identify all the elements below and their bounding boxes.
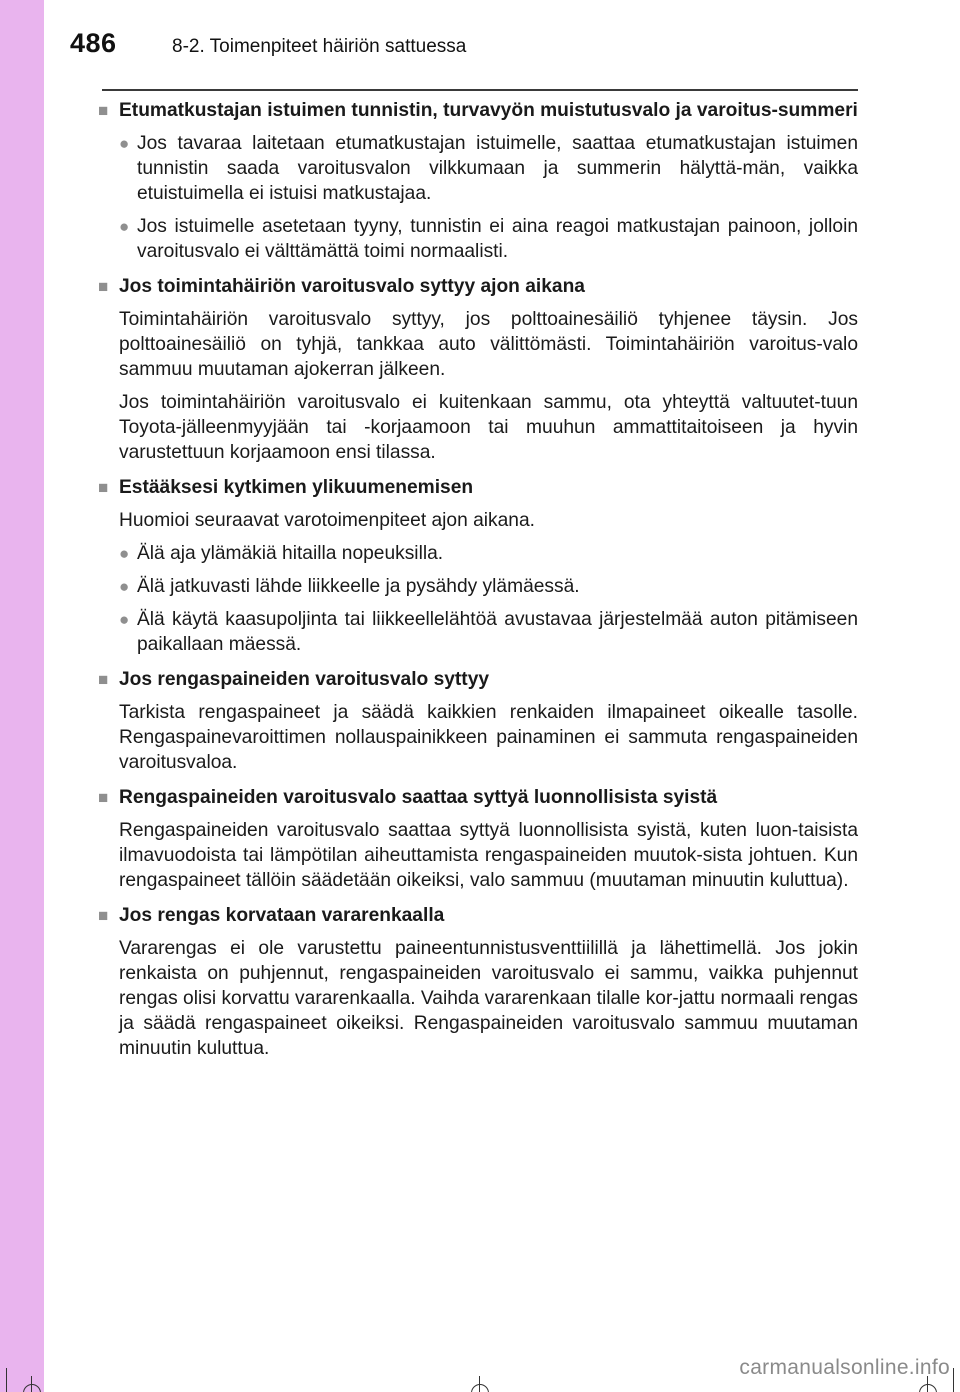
body-paragraph: Toimintahäiriön varoitusvalo syttyy, jos polttoainesäiliö tyhjenee täysin. Jos polttoainesäiliö on tyhjä, tankkaa auto välittömästi. Toimintahäiriön varoitus-valo sammuu muutaman ajokerran jälkeen. xyxy=(119,309,858,380)
section-heading-text: Etumatkustajan istuimen tunnistin, turvavyön muistutusvalo ja varoitus-summeri xyxy=(119,100,858,121)
body-paragraph: Vararengas ei ole varustettu paineentunnistusventtiilillä ja lähettimellä. Jos jokin renkaista on puhjennut, rengaspaineiden varoitusvalo ei sammu, vaikka puhjennut rengas olisi korvattu vararenkaalla. Vaihda vararenkaan tilalle kor-jattu normaali rengas ja säädä rengaspaineet oikeiksi. Rengaspaineiden varoitusvalo sammuu muutaman minuutin kuluttua. xyxy=(119,938,858,1059)
section-heading-text: Rengaspaineiden varoitusvalo saattaa syttyä luonnollisista syistä xyxy=(119,787,718,808)
page-content xyxy=(98,98,858,1071)
list-item xyxy=(119,574,858,599)
header-divider xyxy=(102,89,858,91)
page-header xyxy=(70,28,870,68)
side-color-band xyxy=(0,0,44,1392)
crosshair-registration-icon xyxy=(15,1376,49,1392)
list-item-text: Jos tavaraa laitetaan etumatkustajan istuimelle, saattaa etumatkustajan istuimen tunnistin saada varoitusvalon vilkkumaan ja summerin hälyttä-män, vaikka etuistuimella ei istuisi matkustajaa. xyxy=(137,133,858,204)
content-section xyxy=(98,785,858,893)
square-bullet-icon: ■ xyxy=(98,478,109,497)
section-heading-text: Jos toimintahäiriön varoitusvalo syttyy ajon aikana xyxy=(119,276,585,297)
content-section xyxy=(98,274,858,465)
section-heading-text: Estääksesi kytkimen ylikuumenemisen xyxy=(119,477,474,498)
content-section xyxy=(98,98,858,264)
circle-bullet-icon: ● xyxy=(119,217,130,236)
square-bullet-icon: ■ xyxy=(98,277,109,296)
list-item xyxy=(119,607,858,657)
square-bullet-icon: ■ xyxy=(98,906,109,925)
list-item xyxy=(119,214,858,264)
page-number: 486 xyxy=(70,28,117,58)
circle-bullet-icon: ● xyxy=(119,134,130,153)
list-item-text: Älä aja ylämäkiä hitailla nopeuksilla. xyxy=(137,543,444,564)
trim-mark xyxy=(953,1368,954,1392)
content-section xyxy=(98,667,858,775)
list-item xyxy=(119,131,858,206)
body-paragraph: Tarkista rengaspaineet ja säädä kaikkien renkaiden ilmapaineet oikealle tasolle. Rengaspainevaroittimen nollauspainikkeen painaminen ei sammuta rengaspaineiden varoitusvaloa. xyxy=(119,702,858,773)
square-bullet-icon: ■ xyxy=(98,101,109,120)
body-paragraph: Jos toimintahäiriön varoitusvalo ei kuitenkaan sammu, ota yhteyttä valtuutet-tuun Toyota-jälleenmyyjään tai -korjaamoon tai muuhun ammattitaitoiseen ja hyvin varustettuun korjaamoon ensi tilassa. xyxy=(119,392,858,463)
body-paragraph: Huomioi seuraavat varotoimenpiteet ajon aikana. xyxy=(119,510,535,531)
list-item xyxy=(119,541,858,566)
section-title: 8-2. Toimenpiteet häiriön sattuessa xyxy=(172,36,467,57)
content-section xyxy=(98,475,858,657)
list-item-text: Älä käytä kaasupoljinta tai liikkeellelähtöä avustavaa järjestelmää auton pitämiseen paikallaan mäessä. xyxy=(137,609,858,655)
section-heading xyxy=(98,667,858,692)
section-heading xyxy=(98,98,858,123)
section-heading-text: Jos rengaspaineiden varoitusvalo syttyy xyxy=(119,669,490,690)
section-heading xyxy=(98,475,858,500)
section-heading-text: Jos rengas korvataan vararenkaalla xyxy=(119,905,445,926)
circle-bullet-icon: ● xyxy=(119,544,130,563)
watermark: carmanualsonline.info xyxy=(739,1356,950,1379)
content-section xyxy=(98,903,858,1061)
circle-bullet-icon: ● xyxy=(119,577,130,596)
section-heading xyxy=(98,903,858,928)
crosshair-registration-icon xyxy=(463,1376,497,1392)
section-heading xyxy=(98,274,858,299)
list-item-text: Älä jatkuvasti lähde liikkeelle ja pysähdy ylämäessä. xyxy=(137,576,580,597)
body-paragraph: Rengaspaineiden varoitusvalo saattaa syttyä luonnollisista syistä, kuten luon-taisista ilmavuodoista tai lämpötilan aiheuttamista rengaspaineiden muutok-sista johtuen. Kun rengaspaineet tällöin säädetään oikeiksi, valo sammuu (muutaman minuutin kuluttua). xyxy=(119,820,858,891)
circle-bullet-icon: ● xyxy=(119,610,130,629)
trim-mark xyxy=(6,1368,7,1392)
section-heading xyxy=(98,785,858,810)
list-item-text: Jos istuimelle asetetaan tyyny, tunnistin ei aina reagoi matkustajan painoon, jolloin varoitusvalo ei välttämättä toimi normaalisti. xyxy=(137,216,858,262)
square-bullet-icon: ■ xyxy=(98,670,109,689)
square-bullet-icon: ■ xyxy=(98,788,109,807)
